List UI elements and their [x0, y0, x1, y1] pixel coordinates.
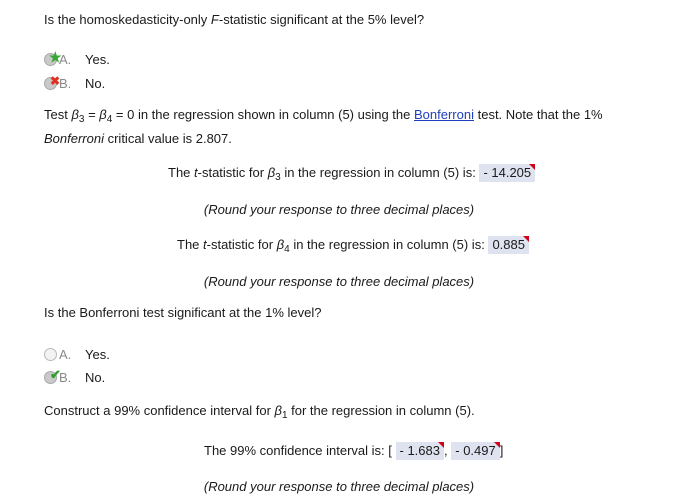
option-text: No.	[85, 75, 106, 91]
tstat-text: The	[177, 237, 204, 252]
ci-lower-answer[interactable]: - 1.683	[396, 442, 444, 460]
tstat-beta3-answer[interactable]: - 14.205	[479, 164, 535, 182]
question-bonferroni-significance: Is the Bonferroni test significant at the 1% level?	[44, 305, 322, 320]
t-symbol: t	[194, 165, 198, 180]
beta-symbol: β	[267, 165, 276, 180]
rounding-instruction: (Round your response to three decimal places)	[203, 202, 475, 217]
q1-f: F	[210, 12, 219, 27]
tstat-beta3-row	[168, 164, 535, 183]
test-text: test. Note that the 1%	[473, 107, 603, 122]
ci-upper-answer[interactable]: - 0.497	[451, 442, 499, 460]
tstat-text: The	[168, 165, 195, 180]
option-text: Yes.	[85, 51, 110, 67]
question-homoskedasticity	[44, 12, 424, 27]
option-text: Yes.	[85, 346, 110, 362]
rounding-instruction: (Round your response to three decimal places)	[203, 274, 475, 289]
ci-answer-row	[204, 442, 503, 460]
ci-comma: ,	[444, 443, 448, 458]
q1-prefix: Is the homoskedasticity-only	[44, 12, 211, 27]
radio-button[interactable]	[44, 348, 57, 361]
ci-text: for the regression in column (5).	[287, 403, 475, 418]
incorrect-x-icon: ✖	[50, 73, 61, 88]
option-text: No.	[85, 369, 106, 385]
beta-subscript: 1	[281, 410, 288, 421]
bonferroni-italic: Bonferroni	[44, 131, 104, 146]
tstat-text: in the regression in column (5) is:	[289, 237, 485, 252]
tstat-beta4-answer[interactable]: 0.885	[488, 236, 529, 254]
beta-symbol: β	[99, 107, 107, 122]
correct-star-icon: ★	[49, 48, 62, 65]
critical-value-note	[44, 131, 232, 146]
beta-subscript: 3	[275, 172, 281, 183]
tstat-text: -statistic for	[206, 237, 277, 252]
option-letter: A.	[59, 346, 72, 362]
ci-text: Construct a 99% confidence interval for	[44, 403, 275, 418]
bonferroni-link[interactable]: Bonferroni	[414, 107, 474, 122]
ci-label: The 99% confidence interval is: [	[204, 443, 392, 458]
test-description	[44, 107, 603, 125]
option-letter: A.	[59, 51, 72, 67]
beta-subscript: 3	[78, 114, 85, 125]
check-icon: ✔	[50, 366, 61, 382]
q1-suffix: -statistic significant at the 5% level?	[218, 12, 425, 27]
t-symbol: t	[203, 237, 207, 252]
tstat-text: in the regression in column (5) is:	[280, 165, 476, 180]
test-text: = 0 in the regression shown in column (5) using the	[112, 107, 414, 122]
beta-symbol: β	[71, 107, 79, 122]
beta-subscript: 4	[284, 244, 290, 255]
tstat-beta4-row	[177, 236, 529, 255]
radio-button[interactable]	[44, 366, 61, 384]
radio-button[interactable]	[44, 73, 61, 90]
test-text: Test	[44, 107, 72, 122]
tstat-text: -statistic for	[197, 165, 268, 180]
beta-symbol: β	[274, 403, 282, 418]
q1-option-b[interactable]	[44, 74, 105, 92]
option-letter: B.	[59, 75, 72, 91]
q3-option-b[interactable]	[44, 368, 105, 386]
beta-subscript: 4	[106, 114, 113, 125]
option-letter: B.	[59, 369, 72, 385]
q3-option-a[interactable]	[44, 345, 110, 363]
critical-value-text: critical value is 2.807.	[103, 131, 232, 146]
ci-close-bracket: ]	[499, 443, 504, 458]
ci-question	[44, 403, 475, 421]
equals: =	[84, 107, 100, 122]
radio-button[interactable]	[44, 48, 62, 66]
rounding-instruction: (Round your response to three decimal places)	[203, 479, 475, 494]
q1-option-a[interactable]	[44, 50, 110, 68]
beta-symbol: β	[276, 237, 285, 252]
